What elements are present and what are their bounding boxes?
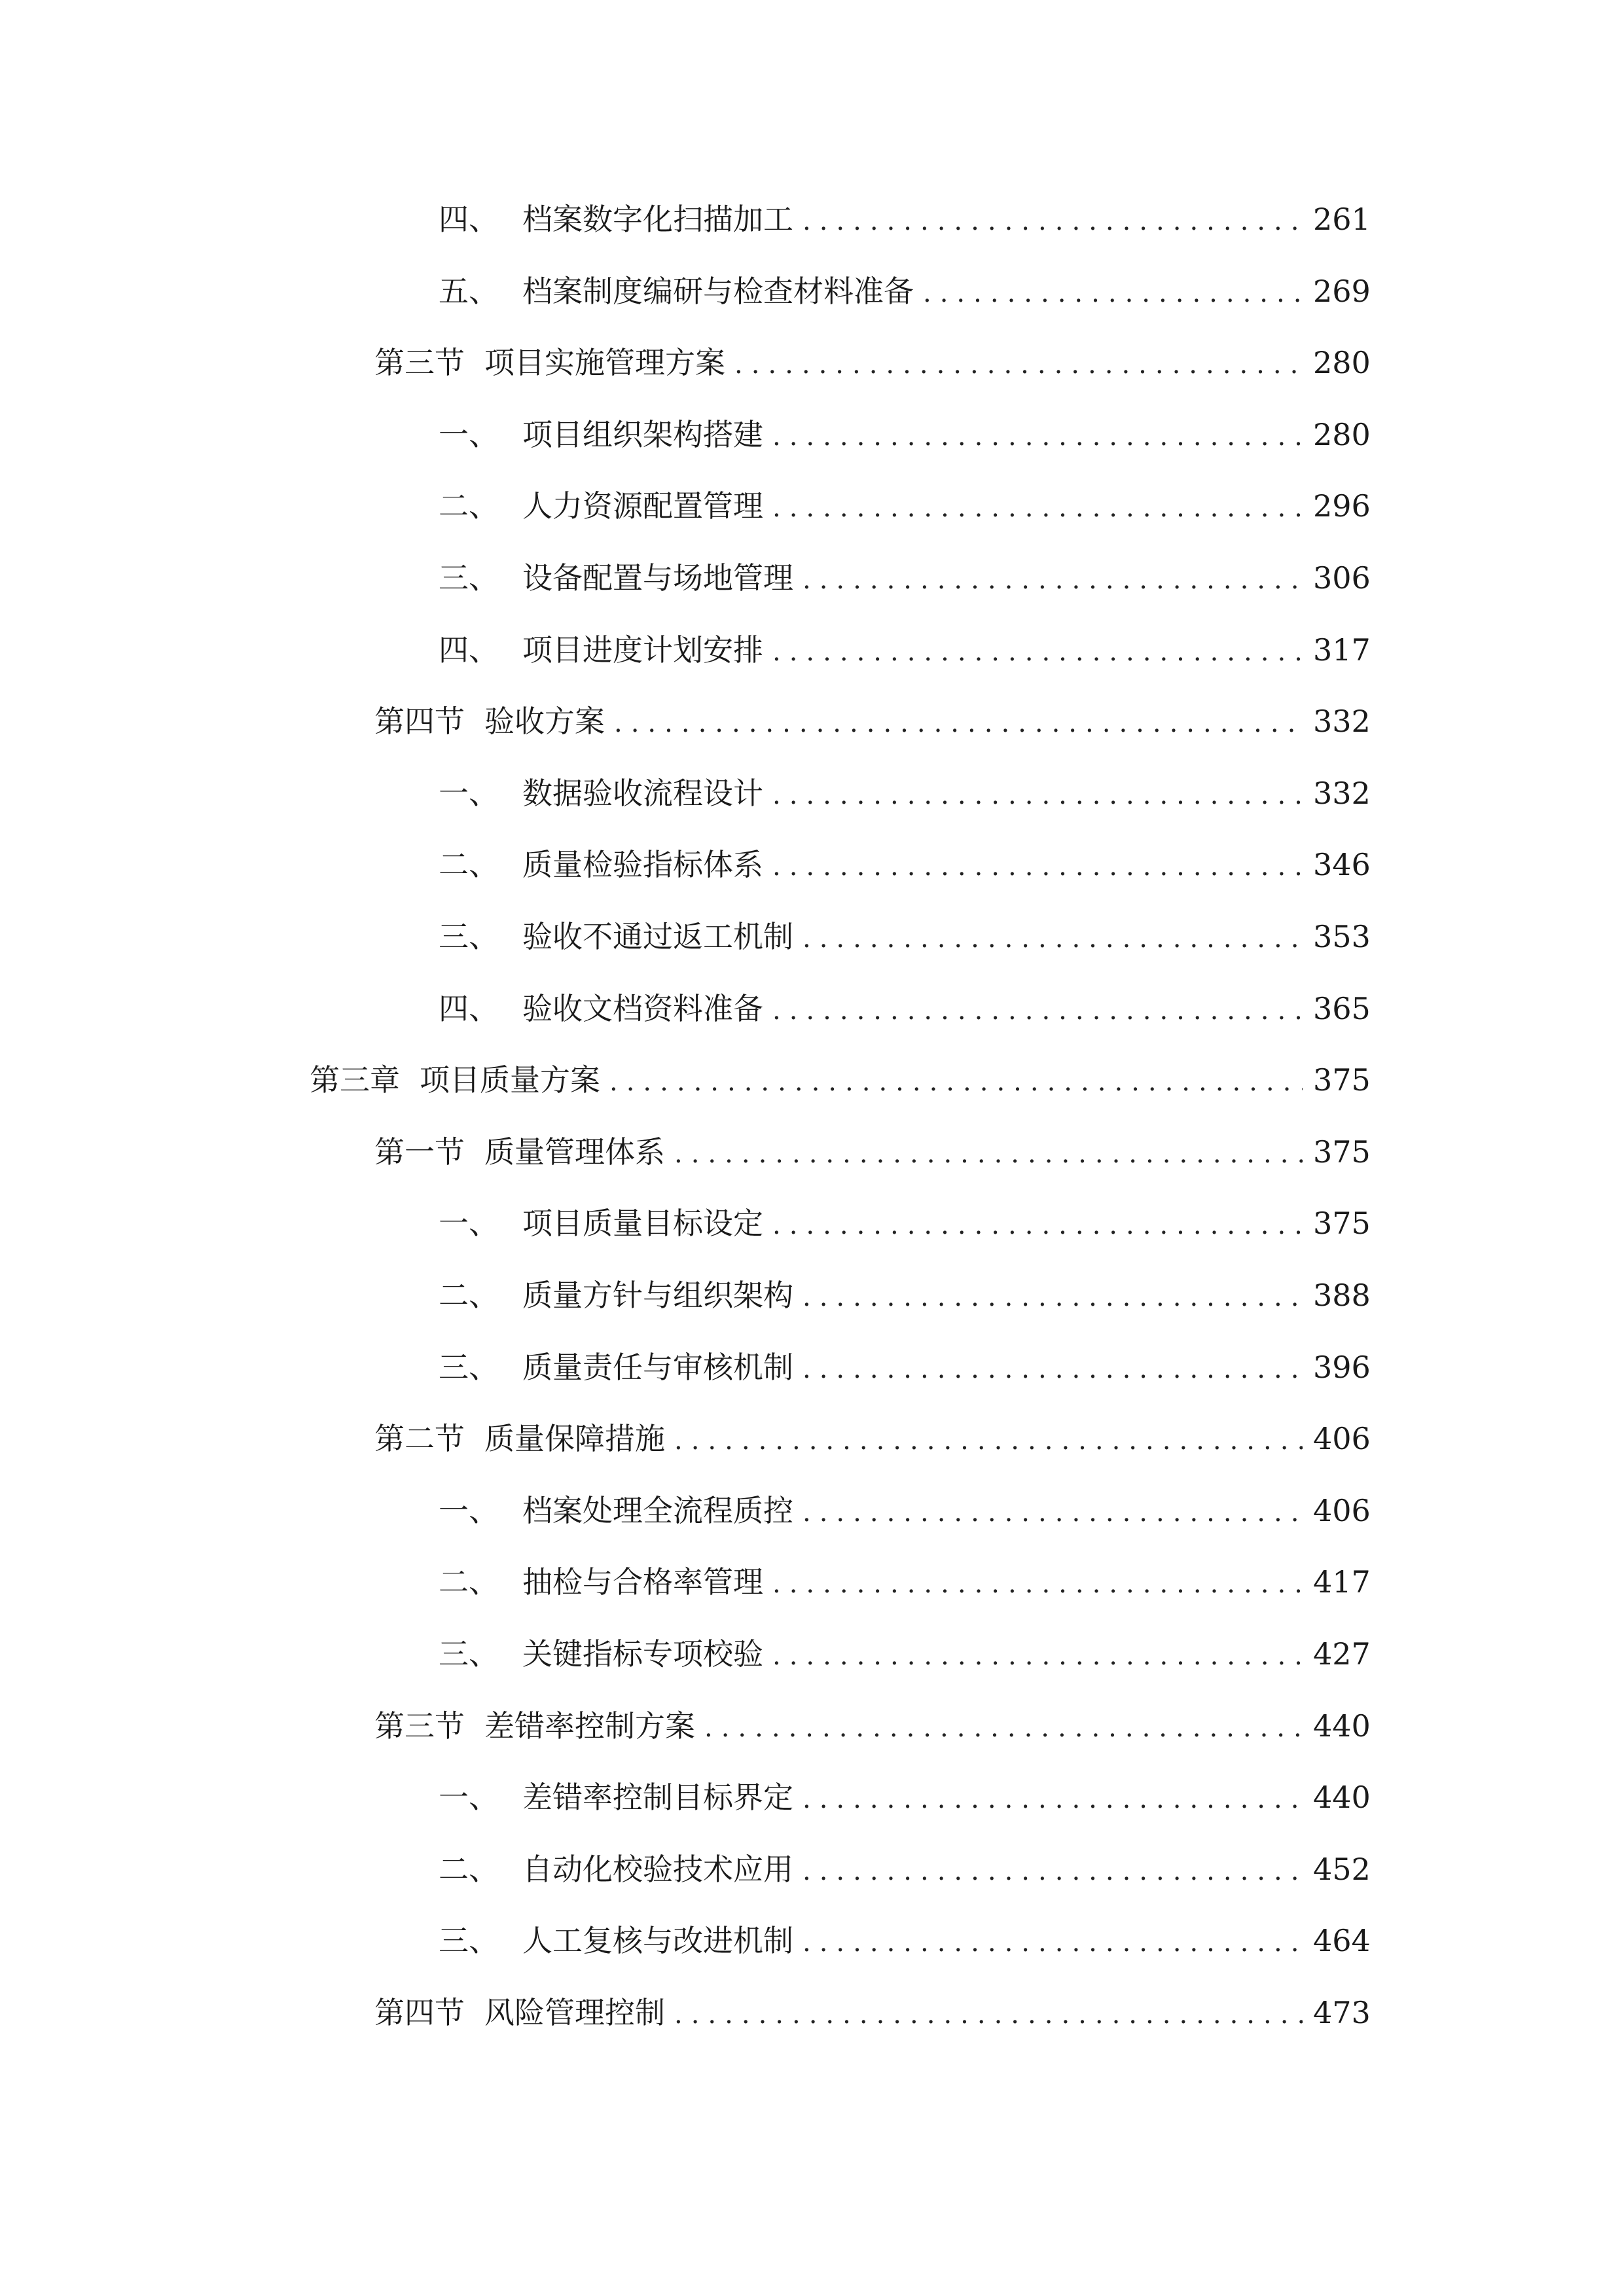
toc-entry-number: 二、	[439, 488, 499, 524]
toc-entry[interactable]	[374, 698, 1371, 744]
toc-entry-title: 差错率控制目标界定	[522, 1780, 793, 1815]
toc-entry[interactable]	[439, 555, 1371, 601]
toc-entry-title: 项目质量目标设定	[522, 1206, 763, 1241]
toc-entry-number: 第三节	[374, 345, 465, 380]
toc-entry[interactable]	[374, 340, 1371, 386]
toc-entry-page-number: 406	[1313, 1493, 1371, 1528]
toc-entry-number: 第四节	[374, 1995, 465, 2030]
dot-leader	[803, 916, 1303, 961]
toc-entry[interactable]	[439, 268, 1371, 314]
toc-entry-title: 项目实施管理方案	[484, 345, 725, 380]
toc-entry[interactable]	[439, 986, 1371, 1031]
toc-entry[interactable]	[439, 1846, 1371, 1892]
toc-entry-number: 二、	[439, 1564, 499, 1600]
toc-entry-page-number: 346	[1313, 847, 1371, 882]
dot-leader	[923, 270, 1303, 316]
toc-entry-page-number: 269	[1313, 274, 1371, 309]
toc-entry-title: 验收不通过返工机制	[522, 919, 793, 954]
dot-leader	[803, 1346, 1303, 1392]
toc-entry-page-number: 406	[1313, 1421, 1371, 1456]
toc-entry[interactable]	[439, 1631, 1371, 1677]
toc-entry-title: 关键指标专项校验	[522, 1636, 763, 1672]
toc-entry-title: 档案处理全流程质控	[522, 1493, 793, 1528]
toc-entry-title: 人工复核与改进机制	[522, 1923, 793, 1958]
dot-leader	[772, 1202, 1303, 1248]
toc-entry[interactable]	[439, 770, 1371, 816]
toc-entry-title: 档案制度编研与检查材料准备	[522, 274, 914, 309]
toc-entry-number: 四、	[439, 991, 499, 1026]
toc-entry[interactable]	[439, 412, 1371, 457]
toc-entry[interactable]	[439, 1559, 1371, 1605]
toc-entry-title: 质量保障措施	[484, 1421, 665, 1456]
toc-entry-page-number: 261	[1313, 202, 1371, 237]
toc-entry-page-number: 464	[1313, 1923, 1371, 1958]
toc-entry-title: 验收文档资料准备	[522, 991, 763, 1026]
toc-entry-number: 一、	[439, 417, 499, 452]
toc-entry[interactable]	[439, 1488, 1371, 1534]
toc-entry-title: 质量管理体系	[484, 1134, 665, 1170]
toc-entry-number: 三、	[439, 919, 499, 954]
toc-entry-title: 档案数字化扫描加工	[522, 202, 793, 237]
toc-entry-title: 质量责任与审核机制	[522, 1350, 793, 1385]
toc-entry[interactable]	[374, 1129, 1371, 1175]
toc-entry-number: 一、	[439, 1206, 499, 1241]
toc-entry-number: 一、	[439, 776, 499, 811]
dot-leader	[772, 772, 1303, 818]
toc-entry-number: 二、	[439, 1278, 499, 1313]
toc-entry-number: 第三节	[374, 1708, 465, 1744]
toc-entry-title: 设备配置与场地管理	[522, 560, 793, 596]
toc-entry-number: 四、	[439, 202, 499, 237]
toc-entry[interactable]	[439, 1774, 1371, 1820]
toc-entry-number: 一、	[439, 1780, 499, 1815]
dot-leader	[803, 1920, 1303, 1965]
dot-leader	[772, 629, 1303, 675]
dot-leader	[803, 1776, 1303, 1822]
dot-leader	[803, 1490, 1303, 1535]
toc-entry[interactable]	[439, 1344, 1371, 1390]
toc-entry[interactable]	[310, 1057, 1371, 1103]
toc-entry-title: 差错率控制方案	[484, 1708, 695, 1744]
toc-entry-title: 项目组织架构搭建	[522, 417, 763, 452]
dot-leader	[704, 1705, 1303, 1751]
dot-leader	[772, 414, 1303, 459]
toc-entry-number: 三、	[439, 1350, 499, 1385]
toc-entry-page-number: 280	[1313, 345, 1371, 380]
toc-entry-page-number: 375	[1313, 1206, 1371, 1241]
toc-entry-number: 三、	[439, 1636, 499, 1672]
toc-entry-page-number: 353	[1313, 919, 1371, 954]
toc-entry-number: 第二节	[374, 1421, 465, 1456]
toc-entry-page-number: 296	[1313, 488, 1371, 524]
toc-entry-number: 第三章	[310, 1062, 400, 1098]
toc-entry-title: 风险管理控制	[484, 1995, 665, 2030]
toc-entry-page-number: 388	[1313, 1278, 1371, 1313]
dot-leader	[803, 1274, 1303, 1320]
toc-entry-title: 质量方针与组织架构	[522, 1278, 793, 1313]
toc-entry-page-number: 375	[1313, 1062, 1371, 1098]
dot-leader	[772, 485, 1303, 531]
toc-entry-title: 自动化校验技术应用	[522, 1852, 793, 1887]
toc-entry[interactable]	[439, 1200, 1371, 1246]
toc-entry-number: 五、	[439, 274, 499, 309]
toc-entry-page-number: 452	[1313, 1852, 1371, 1887]
toc-entry[interactable]	[439, 483, 1371, 529]
toc-entry-page-number: 332	[1313, 776, 1371, 811]
toc-entry-page-number: 440	[1313, 1780, 1371, 1815]
dot-leader	[772, 844, 1303, 889]
toc-entry[interactable]	[374, 1703, 1371, 1749]
dot-leader	[674, 1418, 1303, 1463]
toc-entry-page-number: 396	[1313, 1350, 1371, 1385]
toc-entry-number: 三、	[439, 1923, 499, 1958]
toc-entry-page-number: 473	[1313, 1995, 1371, 2030]
toc-entry-number: 二、	[439, 847, 499, 882]
toc-entry-page-number: 280	[1313, 417, 1371, 452]
toc-entry[interactable]	[439, 196, 1371, 242]
toc-entry-page-number: 427	[1313, 1636, 1371, 1672]
toc-entry-title: 抽检与合格率管理	[522, 1564, 763, 1600]
dot-leader	[803, 198, 1303, 244]
dot-leader	[803, 557, 1303, 603]
dot-leader	[674, 1992, 1303, 2037]
dot-leader	[772, 988, 1303, 1033]
toc-entry-page-number: 375	[1313, 1134, 1371, 1170]
toc-entry-title: 质量检验指标体系	[522, 847, 763, 882]
toc-entry[interactable]	[439, 627, 1371, 673]
toc-entry-number: 一、	[439, 1493, 499, 1528]
toc-entry-page-number: 417	[1313, 1564, 1371, 1600]
dot-leader	[772, 1633, 1303, 1679]
toc-entry[interactable]	[374, 1990, 1371, 2036]
toc-entry-page-number: 440	[1313, 1708, 1371, 1744]
toc-entry-title: 数据验收流程设计	[522, 776, 763, 811]
toc-entry-page-number: 332	[1313, 704, 1371, 739]
dot-leader	[609, 1059, 1303, 1105]
toc-entry-number: 四、	[439, 632, 499, 668]
toc-entry-number: 二、	[439, 1852, 499, 1887]
dot-leader	[803, 1848, 1303, 1894]
toc-entry[interactable]	[439, 1918, 1371, 1964]
toc-entry-page-number: 306	[1313, 560, 1371, 596]
toc-entry-title: 验收方案	[484, 704, 605, 739]
dot-leader	[614, 700, 1303, 746]
toc-entry-title: 人力资源配置管理	[522, 488, 763, 524]
toc-entry-number: 第一节	[374, 1134, 465, 1170]
toc-entry[interactable]	[439, 914, 1371, 960]
toc-entry-title: 项目进度计划安排	[522, 632, 763, 668]
toc-entry-page-number: 365	[1313, 991, 1371, 1026]
toc-entry-title: 项目质量方案	[420, 1062, 600, 1098]
toc-entry-number: 第四节	[374, 704, 465, 739]
toc-entry-number: 三、	[439, 560, 499, 596]
toc-entry-page-number: 317	[1313, 632, 1371, 668]
dot-leader	[734, 342, 1303, 387]
dot-leader	[772, 1561, 1303, 1607]
toc-entry[interactable]	[439, 842, 1371, 888]
toc-entry[interactable]	[439, 1272, 1371, 1318]
toc-entry[interactable]	[374, 1416, 1371, 1462]
dot-leader	[674, 1131, 1303, 1177]
